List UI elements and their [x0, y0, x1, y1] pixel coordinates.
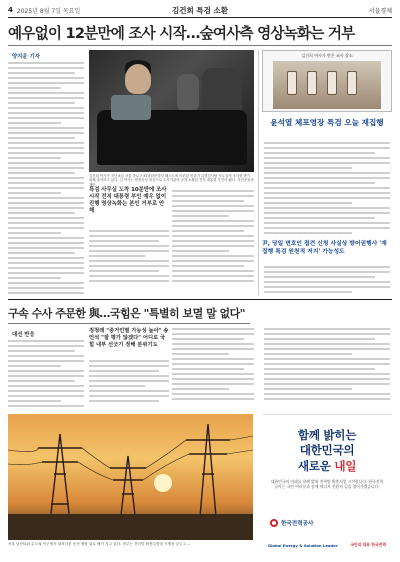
pylon-photo-caption: 서울 남산타워 수도권 인근에서 내려다본 송전 철탑 위로 해가 지고 있다. 정부는 전력망 확충특별법 시행을 앞두고 ... — [8, 542, 191, 546]
photo-cup-shape — [327, 71, 337, 95]
photo-window-shape — [111, 95, 151, 120]
second-byline: 대선 반응 — [12, 332, 35, 338]
second-body-col2 — [89, 360, 169, 405]
ad-line-2: 대한민국의 — [299, 443, 355, 457]
second-headline-rule — [8, 323, 250, 324]
side-subhead: 윤석열 체포영장 특검 오늘 재집행 — [270, 118, 384, 127]
side-photo — [262, 50, 392, 112]
side-photo-caption: 김건희 여사가 받은 조사 장소 — [301, 53, 353, 58]
issue-date: 2025년 8월 7일 목요일 — [16, 7, 81, 15]
lead-headline: 예우없이 12분만에 조사 시작…숲여사측 영상녹화는 거부 — [8, 25, 355, 42]
ad-line-3 — [262, 458, 392, 474]
second-body-col3 — [172, 328, 254, 403]
page-header — [8, 4, 392, 16]
lead-pull-quote: 특검 사무실 도착 10분만에 조사 시작 전직 대통령 부인 예우 없이 진행 영상녹화는 본인 거부로 안 해 — [89, 187, 167, 214]
section-rule — [8, 299, 392, 300]
lead-photo — [89, 50, 254, 172]
ground-shape — [8, 514, 253, 540]
second-body-col4 — [264, 328, 390, 403]
ad-line-1: 함께 밝히는 — [297, 428, 357, 442]
ad-body: 대한민국의 미래를 함께 밝혀 전력망 확충사업 시작합니다. 한국전력공사는 국민 여러분과 함께 에너지 전환의 길을 열어가겠습니다. — [270, 479, 384, 490]
ad-footer-left: Global Energy & Solution Leader — [268, 542, 338, 548]
lead-body-col1 — [8, 62, 84, 297]
ad-logo-text: 한국전력공사 — [281, 521, 314, 527]
photo-cup-shape — [287, 71, 297, 95]
photo-cup-shape — [347, 71, 357, 95]
kepco-logo-icon — [270, 519, 278, 527]
lead-byline: 양지윤 기자 — [12, 54, 40, 60]
top-rule — [8, 17, 392, 18]
side-body-1 — [264, 142, 390, 237]
kepco-ad — [262, 414, 392, 554]
photo-person-shape — [125, 64, 151, 94]
ad-line-3-b: 내일 — [334, 459, 357, 473]
photo-crowd-shape — [177, 74, 199, 112]
ad-footer-right: 국민의 대표 한국전력 — [350, 542, 386, 547]
second-headline: 구속 수사 주문한 與…국힘은 "특별히 보멸 말 없다" — [8, 307, 246, 320]
ad-logo — [270, 519, 313, 527]
ad-footer — [268, 542, 386, 548]
second-pull-quote: 정청래 "증거인멸 가능성 높아" 송언석 "잘 평가 않겠다" 어디로 국힘 내부 선긋기 정해 분위기도 — [89, 328, 169, 348]
ad-line-3-a: 새로운 — [297, 459, 335, 473]
side-bullet-head: 尹, 당일 변호인 접견 신청 사실상 방어권행사 '재집행 특검 원천적 저지' 가능성도 — [262, 241, 387, 255]
column-divider — [258, 50, 259, 295]
lead-photo-caption: 김건희 여사가 지난 6일 서울 종로구 KT광화문빌딩 웨스트에 마련된 민중기 특별검사팀 사무실에 조사를 받기 위해 출석하고 있다. 김 여사는 헌정사상 처음으로 수사기관에 공개 소환된 전직 대통령 부인이 됐다. 사진공동취재단 — [89, 174, 254, 187]
lead-body-col2 — [89, 230, 169, 285]
paper-name: 서울경제 — [368, 7, 392, 15]
headline-rule — [8, 45, 392, 46]
section-title: 김건희 특검 소환 — [172, 5, 228, 15]
pylon-photo — [8, 414, 253, 540]
side-photo-image — [273, 61, 381, 109]
side-body-2 — [264, 266, 390, 296]
second-body-col1 — [8, 340, 84, 410]
photo-cup-shape — [307, 71, 317, 95]
lead-body-col3 — [172, 190, 254, 285]
page-number: 4 — [8, 6, 13, 14]
